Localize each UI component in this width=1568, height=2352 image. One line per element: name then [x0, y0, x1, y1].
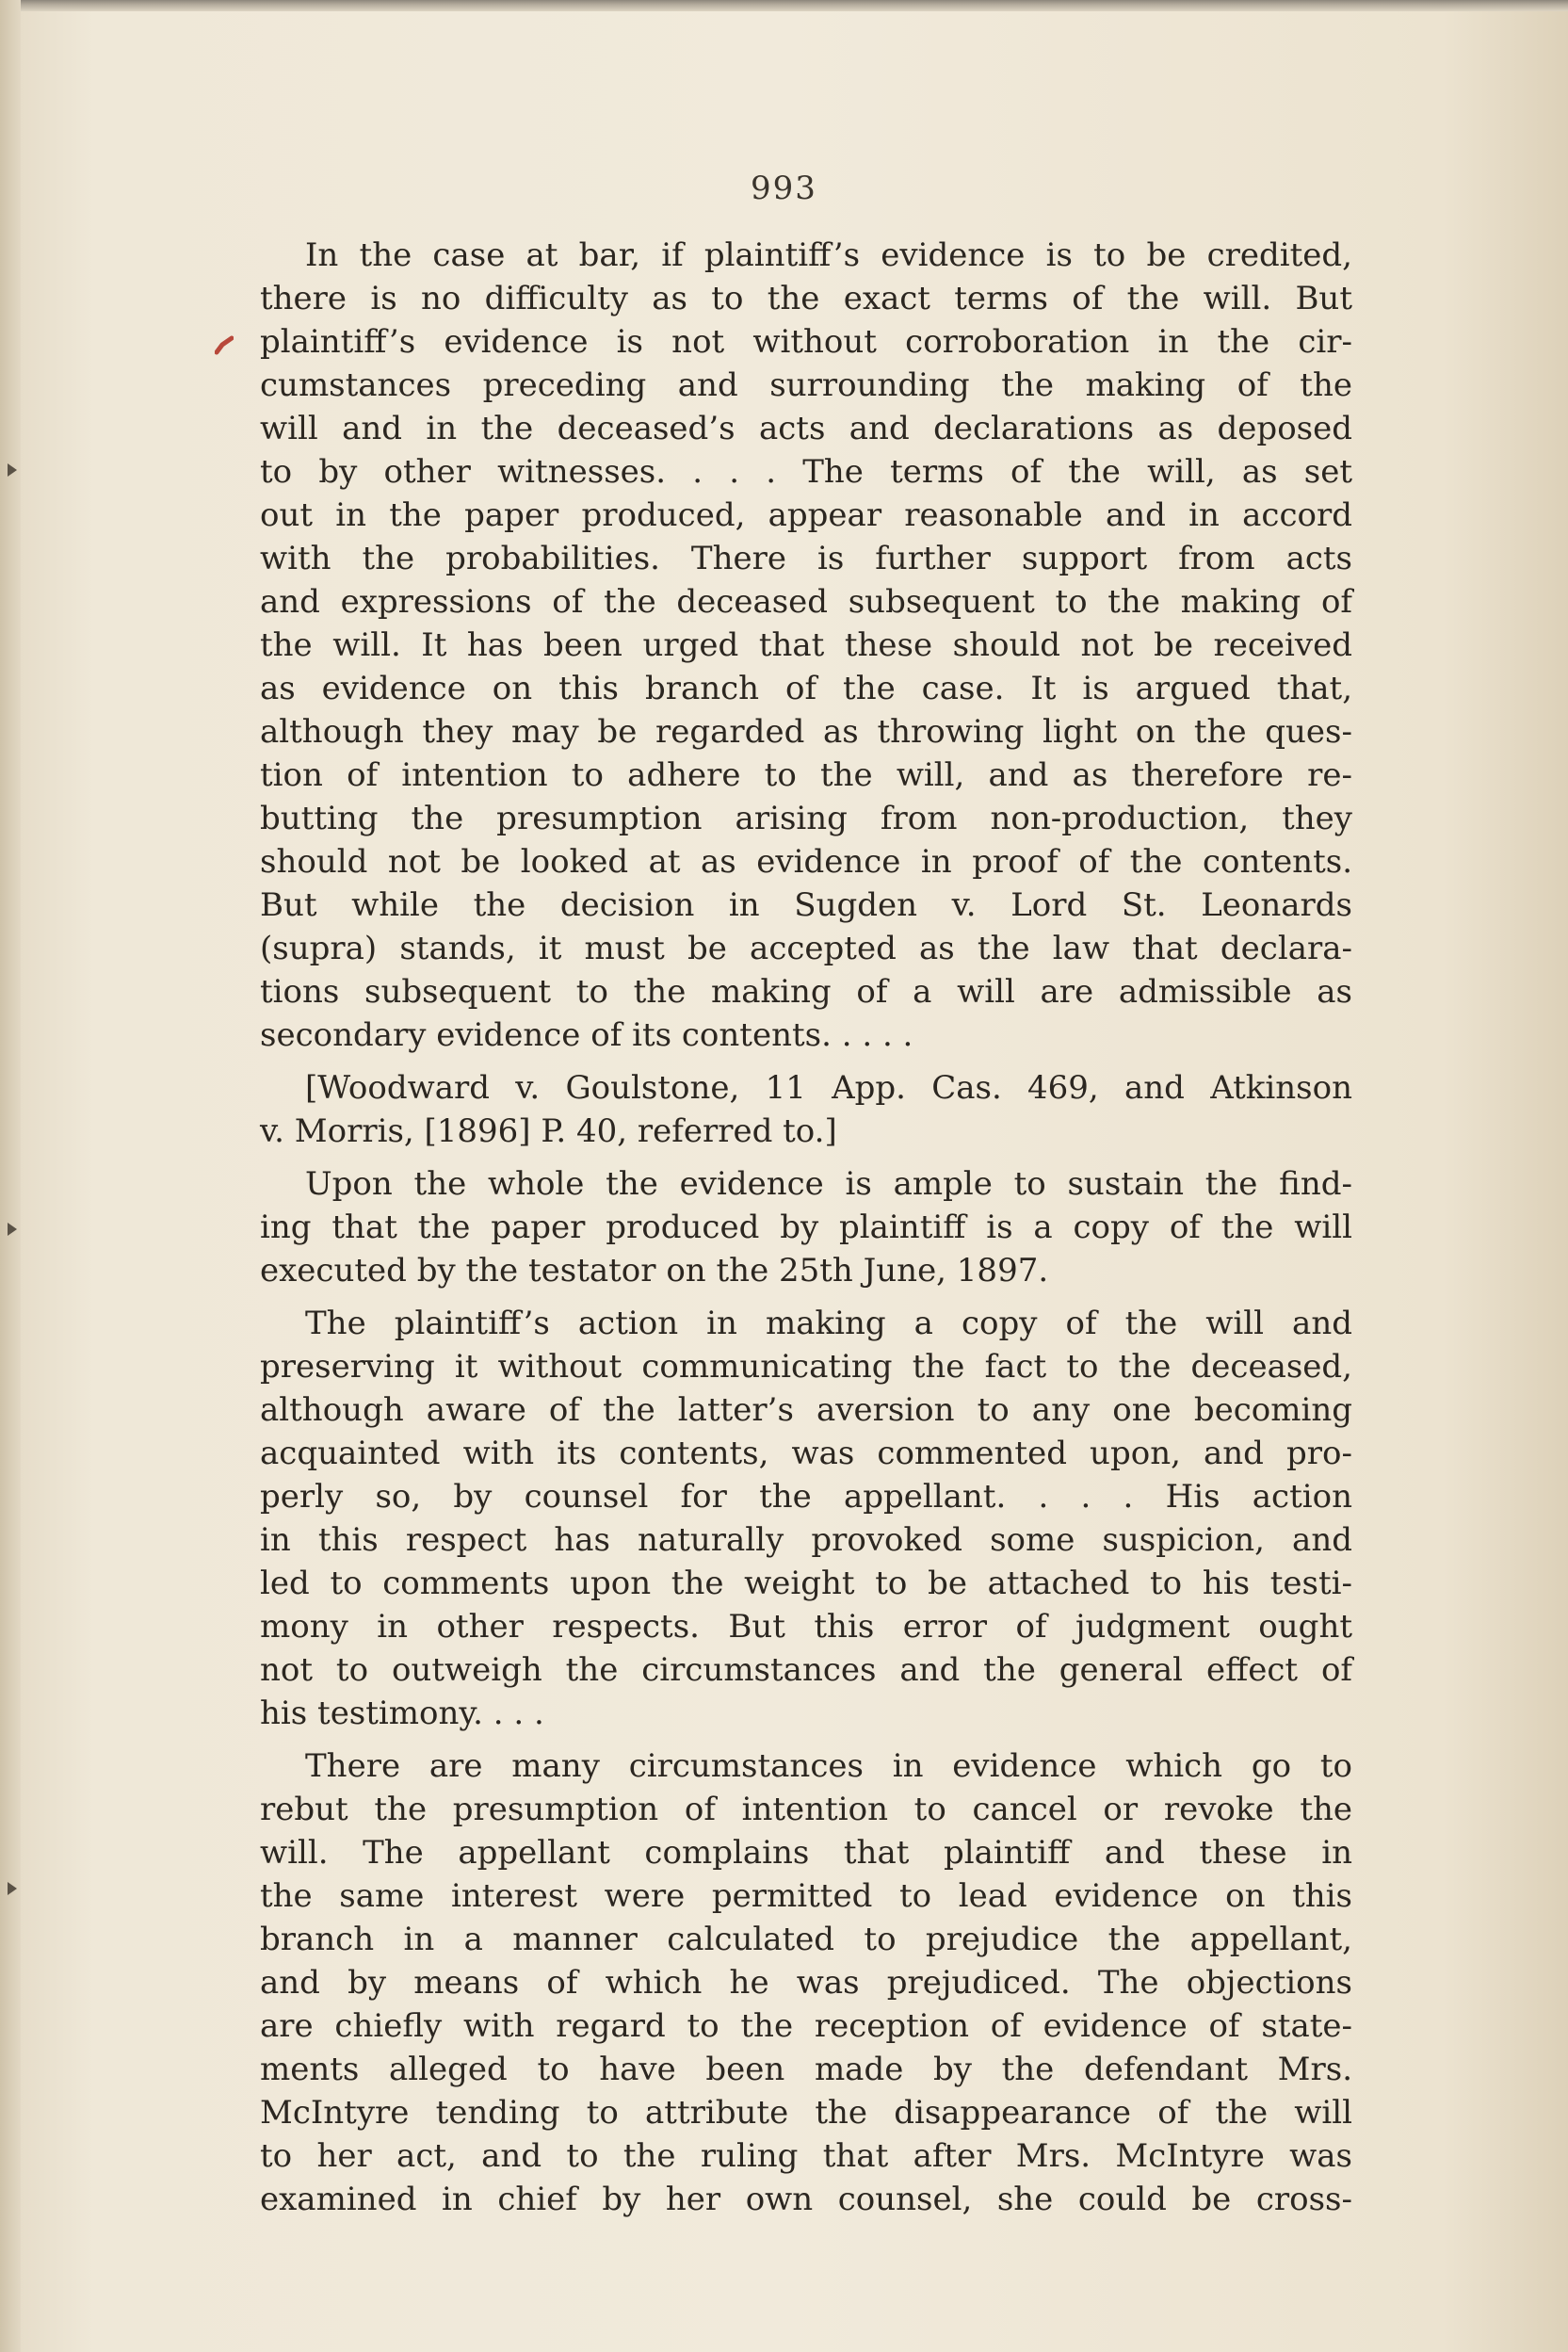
text-line: acquainted with its contents, was commented upon, and pro-: [260, 1435, 1352, 1472]
paragraph: [260, 1302, 1352, 1735]
text-line: not to outweigh the circumstances and the general effect of: [260, 1651, 1352, 1689]
text-line: McIntyre tending to attribute the disappearance of the will: [260, 2094, 1352, 2132]
text-line: plaintiff’s evidence is not without corroboration in the cir-: [260, 323, 1352, 361]
paragraph: [260, 1162, 1352, 1292]
text-line: although aware of the latter’s aversion to any one becoming: [260, 1391, 1352, 1429]
text-line: the same interest were permitted to lead evidence on this: [260, 1877, 1352, 1915]
text-line: will. The appellant complains that plaintiff and these in: [260, 1834, 1352, 1872]
text-line: and by means of which he was prejudiced. The objections: [260, 1964, 1352, 2002]
page-top-edge: [0, 0, 1568, 11]
text-line: with the probabilities. There is further support from acts: [260, 540, 1352, 577]
paragraph: [260, 1066, 1352, 1153]
text-line: butting the presumption arising from non-production, they: [260, 800, 1352, 837]
text-line: tion of intention to adhere to the will, and as therefore re-: [260, 756, 1352, 794]
text-line: rebut the presumption of intention to cancel or revoke the: [260, 1791, 1352, 1828]
text-line: cumstances preceding and surrounding the making of the: [260, 366, 1352, 404]
margin-arrow-icon: [6, 1221, 21, 1238]
body-text: [260, 234, 1352, 2230]
margin-arrow-icon: [6, 1880, 21, 1897]
text-line: and expressions of the deceased subsequent to the making of: [260, 583, 1352, 621]
text-line: [Woodward v. Goulstone, 11 App. Cas. 469, and Atkinson: [305, 1069, 1352, 1107]
margin-arrow-icon: [6, 462, 21, 479]
paragraph: [260, 1744, 1352, 2221]
text-line: Upon the whole the evidence is ample to sustain the find-: [305, 1165, 1352, 1203]
text-line: the will. It has been urged that these should not be received: [260, 626, 1352, 664]
page-gutter: [0, 0, 21, 2352]
text-line: to by other witnesses. . . . The terms of the will, as set: [260, 453, 1352, 491]
text-line: led to comments upon the weight to be attached to his testi-: [260, 1565, 1352, 1602]
pencil-tick-icon: [215, 335, 234, 356]
text-line: as evidence on this branch of the case. It is argued that,: [260, 670, 1352, 707]
text-line: The plaintiff’s action in making a copy of the will and: [305, 1305, 1352, 1342]
text-line: examined in chief by her own counsel, she could be cross-: [260, 2181, 1352, 2218]
text-line: there is no difficulty as to the exact terms of the will. But: [260, 280, 1352, 317]
text-line: executed by the testator on the 25th June, 1897.: [260, 1252, 1049, 1290]
text-line: There are many circumstances in evidence which go to: [305, 1747, 1352, 1785]
text-line: But while the decision in Sugden v. Lord St. Leonards: [260, 886, 1352, 924]
text-line: ing that the paper produced by plaintiff is a copy of the will: [260, 1208, 1352, 1246]
text-line: (supra) stands, it must be accepted as the law that declara-: [260, 930, 1352, 967]
text-line: perly so, by counsel for the appellant. . . . His action: [260, 1478, 1352, 1516]
text-line: his testimony. . . .: [260, 1695, 544, 1732]
text-line: ments alleged to have been made by the defendant Mrs.: [260, 2051, 1352, 2088]
text-line: should not be looked at as evidence in proof of the contents.: [260, 843, 1352, 881]
text-line: secondary evidence of its contents. . . . .: [260, 1016, 913, 1054]
text-line: tions subsequent to the making of a will are admissible as: [260, 973, 1352, 1011]
text-line: in this respect has naturally provoked some suspicion, and: [260, 1521, 1352, 1559]
text-line: to her act, and to the ruling that after Mrs. McIntyre was: [260, 2137, 1352, 2175]
text-line: mony in other respects. But this error of judgment ought: [260, 1608, 1352, 1646]
text-line: v. Morris, [1896] P. 40, referred to.]: [260, 1112, 837, 1150]
paragraph: [260, 234, 1352, 1057]
text-line: out in the paper produced, appear reasonable and in accord: [260, 496, 1352, 534]
text-line: preserving it without communicating the fact to the deceased,: [260, 1348, 1352, 1386]
page-number: 993: [751, 170, 817, 207]
text-line: In the case at bar, if plaintiff’s evidence is to be credited,: [305, 236, 1352, 274]
text-line: although they may be regarded as throwing light on the ques-: [260, 713, 1352, 751]
text-line: are chiefly with regard to the reception of evidence of state-: [260, 2007, 1352, 2045]
text-line: branch in a manner calculated to prejudice the appellant,: [260, 1921, 1352, 1958]
text-line: will and in the deceased’s acts and declarations as deposed: [260, 410, 1352, 447]
